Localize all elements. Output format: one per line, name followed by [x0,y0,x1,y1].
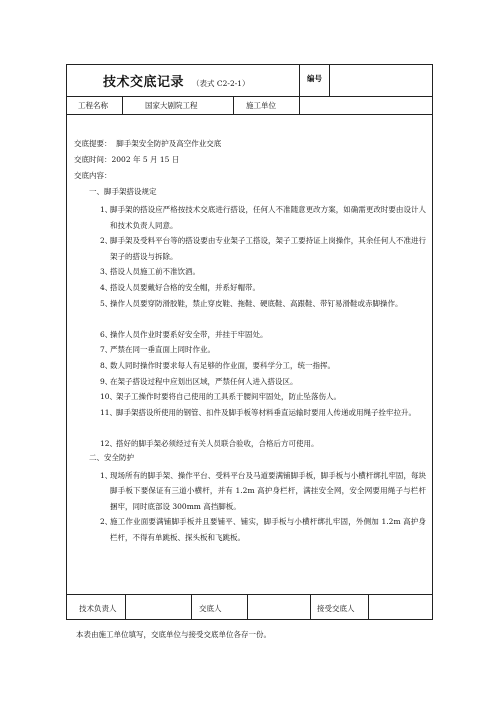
col-divider [329,65,330,96]
section-heading-scaffold-rules: 一、脚手架搭设规定 [89,187,157,196]
list-item-text: 搭设人员要戴好合格的安全帽，并系好帽带。 [110,283,260,292]
list-item-number: 8、 [100,361,113,370]
list-item [100,405,426,421]
col-divider [310,594,311,620]
list-item-number: 2、 [100,236,113,246]
list-item-text: 数人同时操作时要求每人有足够的作业面，要科学分工，统一指挥。 [110,361,335,370]
list-item-text: 严禁在同一垂直面上同时作业。 [110,345,215,355]
list-item [100,374,426,390]
list-item-text: 操作人员要穿防滑胶鞋，禁止穿皮鞋、拖鞋、硬底鞋、高跟鞋、带钉易滑鞋或赤脚操作。 [110,298,403,308]
col-divider [122,96,123,114]
list-item [100,233,426,264]
date-line [74,154,179,165]
list-item-text: 脚手架的搭设应严格按技术交底进行搭设，任何人不准随意更改方案，如确需更改时要由设计人和技术负责人同意。 [110,205,426,230]
row-divider [67,114,432,115]
list-item [100,389,426,405]
list-item [100,342,426,358]
list-item [100,264,426,280]
number-label: 编号 [307,74,322,83]
disclosure-form-table [66,64,433,620]
list-item-number: 1、 [100,205,113,214]
list-item-number: 11、 [100,407,118,417]
list-item-number: 7、 [100,345,113,355]
list-item-number: 10、 [100,392,118,402]
list-item-text: 在架子搭设过程中应划出区域，严禁任何人进入搭设区。 [110,376,298,386]
list-item-text: 脚手架搭设所使用的钢管、扣件及脚手板等材料垂直运输时要用人传递或用绳子拴牢拉升。 [116,407,416,417]
list-item-number: 12、 [100,439,118,448]
project-name-label: 工程名称 [78,101,108,110]
list-item [100,514,426,545]
list-item-number: 2、 [100,517,113,527]
col-divider [233,96,234,114]
col-divider [368,594,369,620]
summary-label: 交底提要： [74,139,112,148]
list-item-number: 3、 [100,267,113,277]
date-value: 2002 年 5 月 15 日 [111,155,180,164]
col-divider [191,594,192,620]
summary-line [74,138,221,149]
list-item-number: 6、 [100,329,113,339]
project-name-value: 国家大剧院工程 [145,101,198,110]
tech-lead-label: 技术负责人 [79,604,117,613]
form-title: 技术交底记录 [103,75,185,90]
list-item-number: 1、 [100,470,113,480]
list-item-text: 操作人员作业时要系好安全带，并挂于牢固处。 [110,329,268,339]
list-item-number: 9、 [100,376,113,386]
summary-value: 脚手架安全防护及高空作业交底 [116,139,222,148]
list-item [100,296,426,312]
list-item [100,436,426,452]
form-code: （表式 C2-2-1） [192,79,250,88]
discloser-label: 交底人 [199,604,222,613]
date-label: 交底时间： [74,155,112,164]
list-item [100,327,426,343]
construction-unit-label: 施工单位 [246,101,276,110]
col-divider [125,594,126,620]
col-divider [299,65,300,96]
section-heading-safety-protection: 二、安全防护 [89,452,134,462]
list-item-text: 现场所有的脚手架、操作平台、受料平台及马道要满铺脚手板，脚手板与小横杆绑扎牢固，每块脚手板下要保证有三道小横杆，并有 1.2m 高护身栏杆，满挂安全网，安全网要用绳子与栏杆捆牢，同时底部设 300mm 高挡脚板。 [110,470,426,511]
form-title-group [103,71,250,95]
list-item [100,280,426,296]
list-item-text: 搭设人员施工前不准饮酒。 [110,267,200,277]
content-label: 交底内容： [74,171,112,180]
receiver-label: 接受交底人 [317,604,355,613]
col-divider [247,594,248,620]
list-item-number: 4、 [100,283,113,292]
list-item-text: 架子工操作时要将自己使用的工具系于腰间牢固处，防止坠落伤人。 [116,392,341,402]
row-divider [67,594,432,595]
col-divider [299,96,300,114]
form-footnote: 本表由施工单位填写，交底单位与接受交底单位各存一份。 [76,630,271,639]
list-item-text: 施工作业面要满铺脚手板并且要铺平、铺实，脚手板与小横杆绑扎牢固，外侧加 1.2m 高护身栏杆，不得有单跳板、探头板和飞跳板。 [110,517,426,542]
list-item-text: 搭好的脚手架必须经过有关人员联合验收，合格后方可使用。 [116,439,319,448]
list-item [100,468,426,515]
list-item-text: 脚手架及受料平台等的搭设要由专业架子工搭设，架子工要持证上岗操作，其余任何人不准进行架子的搭设与拆除。 [110,236,426,261]
list-item [100,202,426,233]
list-item [100,358,426,374]
list-item-number: 5、 [100,298,113,308]
